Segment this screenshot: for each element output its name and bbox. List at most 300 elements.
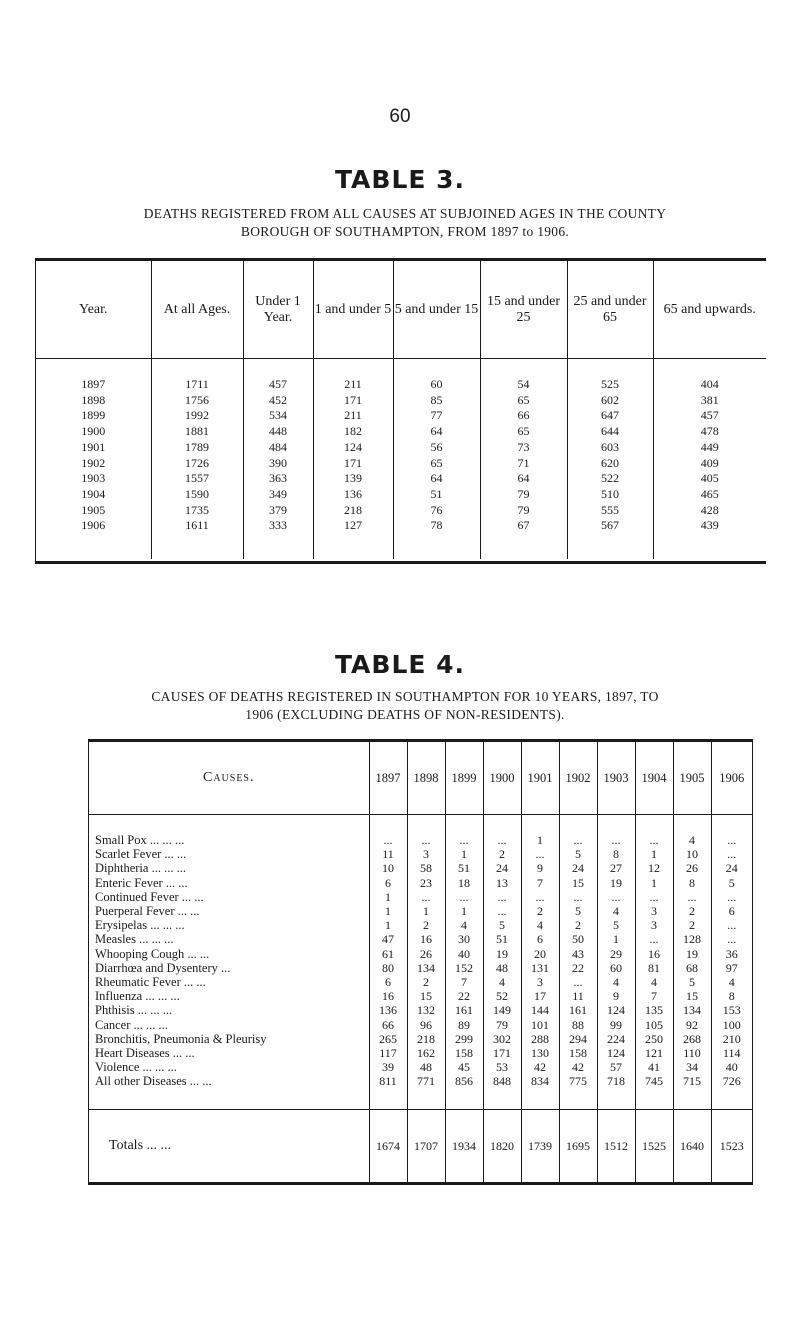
table4-value-cell: 80 [369, 961, 407, 975]
table4-total-cell: 1739 [521, 1109, 559, 1182]
table4-value-cell: 718 [597, 1074, 635, 1088]
table3-row [36, 471, 766, 487]
table4-cause-cell: Scarlet Fever ... ... [89, 847, 369, 861]
table3-row [36, 393, 766, 409]
table3-value-cell: 124 [313, 440, 393, 456]
table4-value-cell: 88 [559, 1018, 597, 1032]
table4-value-cell: 1 [597, 932, 635, 946]
table4-value-cell: 8 [673, 876, 711, 890]
table4-totals-row [89, 1109, 752, 1182]
table4-header-year: 1905 [673, 742, 711, 815]
table4-value-cell: 2 [521, 904, 559, 918]
table4-value-cell: 775 [559, 1074, 597, 1088]
table3-value-cell: 127 [313, 518, 393, 534]
table3-value-cell: 647 [567, 408, 653, 424]
table3-value-cell: 452 [243, 393, 313, 409]
table4-value-cell: 1 [369, 890, 407, 904]
table4-value-cell: 51 [445, 861, 483, 875]
table4-cause-cell: Small Pox ... ... ... [89, 833, 369, 847]
table3-value-cell: 404 [700, 377, 719, 391]
table4-value-cell: 124 [597, 1046, 635, 1060]
table3-value-cell: 136 [313, 487, 393, 503]
table4-value-cell: 302 [483, 1032, 521, 1046]
table4-row [89, 1018, 752, 1032]
table3-header-all-ages: At all Ages. [151, 261, 243, 359]
table4-cause-cell: Influenza ... ... ... [89, 989, 369, 1003]
table3-value-cell: 1557 [151, 471, 243, 487]
table4-caption-line2: 1906 (EXCLUDING DEATHS OF NON-RESIDENTS). [245, 707, 565, 722]
table4-value-cell: ... [407, 890, 445, 904]
table4-value-cell: 124 [597, 1003, 635, 1017]
table3-row [36, 518, 766, 534]
table4-value-cell: 1 [635, 876, 673, 890]
table4-value-cell: 11 [369, 847, 407, 861]
table4-value-cell: 6 [521, 932, 559, 946]
table4-row [89, 1003, 752, 1017]
table4-value-cell: 101 [521, 1018, 559, 1032]
table3-value-cell: 379 [243, 503, 313, 519]
table4-value-cell: 20 [521, 947, 559, 961]
table4-value-cell: ... [483, 904, 521, 918]
table4-value-cell: 1 [635, 847, 673, 861]
table4-value-cell: 2 [407, 918, 445, 932]
table4-value-cell: 4 [521, 918, 559, 932]
table3-row [36, 408, 766, 424]
table4-row [89, 961, 752, 975]
table3-year-cell: 1901 [36, 440, 151, 456]
table4-value-cell: 81 [635, 961, 673, 975]
table4-value-cell: 131 [521, 961, 559, 975]
table3-value-cell: 54 [480, 377, 567, 393]
table4-value-cell: 6 [369, 876, 407, 890]
table3-value-cell: 457 [243, 377, 313, 393]
table3-year-cell: 1897 [36, 377, 151, 393]
table4-value-cell: 250 [635, 1032, 673, 1046]
table3 [35, 258, 766, 564]
table3-value-cell: 555 [567, 503, 653, 519]
table3-header-65-up: 65 and upwards. [653, 261, 766, 359]
table4-value-cell: 19 [673, 947, 711, 961]
table3-row [36, 440, 766, 456]
table4-value-cell: ... [559, 890, 597, 904]
table3-value-cell: 79 [480, 503, 567, 519]
table4-total-cell: 1523 [711, 1109, 752, 1182]
table3-value-cell: 409 [700, 455, 719, 470]
table4-value-cell: ... [635, 932, 673, 946]
table3-value-cell: 390 [243, 456, 313, 472]
table4-value-cell: 1 [521, 833, 559, 847]
table4-value-cell: 24 [483, 861, 521, 875]
table4-value-cell: 811 [369, 1074, 407, 1088]
table4-value-cell: 136 [369, 1003, 407, 1017]
table4-value-cell: 4 [597, 904, 635, 918]
table3-year-cell: 1899 [36, 408, 151, 424]
table4-value-cell: 2 [673, 918, 711, 932]
table4-value-cell: 57 [597, 1060, 635, 1074]
table3-value-cell: 182 [313, 424, 393, 440]
table4-value-cell: 15 [673, 989, 711, 1003]
table3-header-15-25: 15 and under 25 [480, 261, 567, 359]
table3-value-cell: 76 [393, 503, 480, 519]
table3-value-cell: 77 [393, 408, 480, 424]
table4-cause-cell: Violence ... ... ... [89, 1060, 369, 1074]
table4-value-cell: 158 [445, 1046, 483, 1060]
table4-value-cell: 161 [559, 1003, 597, 1017]
table3-row [36, 487, 766, 503]
table3-value-cell: 522 [567, 471, 653, 487]
table3-value-cell: 525 [567, 377, 653, 393]
table4-value-cell: 105 [635, 1018, 673, 1032]
table4-row [89, 1032, 752, 1046]
table4-value-cell: 3 [407, 847, 445, 861]
table3-value-cell: 439 [700, 518, 719, 533]
table4-cause-cell: Erysipelas ... ... ... [89, 918, 369, 932]
table3-header-1-5: 1 and under 5 [313, 261, 393, 359]
table4-value-cell: 96 [407, 1018, 445, 1032]
table4-value-cell: 29 [597, 947, 635, 961]
table4-row [89, 975, 752, 989]
table4-value-cell: ... [559, 833, 597, 847]
table4-value-cell: 171 [483, 1046, 521, 1060]
table4-value-cell: ... [407, 833, 445, 847]
table3-value-cell: 64 [393, 424, 480, 440]
table4-value-cell: 6 [728, 904, 735, 919]
table4-value-cell: 3 [635, 918, 673, 932]
table4-header-year: 1901 [521, 742, 559, 815]
table4-value-cell: ... [597, 890, 635, 904]
table4-total-cell: 1640 [673, 1109, 711, 1182]
table4-value-cell: 61 [369, 947, 407, 961]
table4-row [89, 1074, 752, 1088]
table3-year-cell: 1906 [36, 518, 151, 534]
table4-value-cell: 26 [673, 861, 711, 875]
table4-value-cell: 99 [597, 1018, 635, 1032]
table3-caption-line1: DEATHS REGISTERED FROM ALL CAUSES AT SUBJOINED AGES IN THE COUNTY [143, 206, 667, 221]
table3-value-cell: 349 [243, 487, 313, 503]
table4-value-cell: 89 [445, 1018, 483, 1032]
table4-value-cell: 5 [559, 904, 597, 918]
table4-cause-cell: Enteric Fever ... ... [89, 876, 369, 890]
table4-value-cell: 224 [597, 1032, 635, 1046]
table4-value-cell: 8 [597, 847, 635, 861]
table4-value-cell: ... [483, 890, 521, 904]
table4-row [89, 989, 752, 1003]
table4-value-cell: 92 [673, 1018, 711, 1032]
table4-value-cell: 2 [483, 847, 521, 861]
table4-value-cell: 48 [483, 961, 521, 975]
table4-cause-cell: Measles ... ... ... [89, 932, 369, 946]
table3-value-cell: 405 [700, 471, 719, 486]
table4-value-cell: 848 [483, 1074, 521, 1088]
table4-value-cell: 117 [369, 1046, 407, 1060]
table4-value-cell: 4 [483, 975, 521, 989]
table4-header-year: 1898 [407, 742, 445, 815]
table4-caption-line1: CAUSES OF DEATHS REGISTERED IN SOUTHAMPTON FOR 10 YEARS, 1897, TO [151, 689, 659, 704]
table4-value-cell: 5 [728, 875, 735, 890]
table3-year-cell: 1898 [36, 393, 151, 409]
table3-value-cell: 85 [393, 393, 480, 409]
table4-value-cell: ... [727, 847, 737, 862]
table4-value-cell: 48 [407, 1060, 445, 1074]
table4-value-cell: 39 [369, 1060, 407, 1074]
table4-value-cell: 130 [521, 1046, 559, 1060]
table4-cause-cell: Puerperal Fever ... ... [89, 904, 369, 918]
table4-value-cell: 4 [635, 975, 673, 989]
table4-cause-cell: Diarrhœa and Dysentery ... [89, 961, 369, 975]
table4-value-cell: 53 [483, 1060, 521, 1074]
table4-total-cell: 1525 [635, 1109, 673, 1182]
table3-value-cell: 567 [567, 518, 653, 534]
table3-value-cell: 66 [480, 408, 567, 424]
table3-year-cell: 1902 [36, 456, 151, 472]
table3-value-cell: 65 [480, 393, 567, 409]
table3-value-cell: 448 [243, 424, 313, 440]
table3-value-cell: 534 [243, 408, 313, 424]
table4-value-cell: 110 [673, 1046, 711, 1060]
page-number: 60 [389, 106, 411, 127]
table3-value-cell: 65 [393, 456, 480, 472]
table3-value-cell: 1992 [151, 408, 243, 424]
table4-total-cell: 1707 [407, 1109, 445, 1182]
table4-value-cell: 2 [559, 918, 597, 932]
table4-value-cell: 7 [445, 975, 483, 989]
table4-value-cell: 158 [559, 1046, 597, 1060]
table4-value-cell: 13 [483, 876, 521, 890]
table4-value-cell: 4 [445, 918, 483, 932]
table4-value-cell: 47 [369, 932, 407, 946]
table4-value-cell: 9 [521, 861, 559, 875]
table4-value-cell: 294 [559, 1032, 597, 1046]
table4-value-cell: 79 [483, 1018, 521, 1032]
table4-value-cell: ... [597, 833, 635, 847]
table3-row [36, 377, 766, 393]
table4-value-cell: 726 [722, 1074, 741, 1089]
table4-value-cell: 97 [725, 960, 738, 975]
table3-value-cell: 64 [480, 471, 567, 487]
table3-value-cell: 428 [700, 502, 719, 517]
table3-header-year: Year. [36, 261, 151, 359]
table3-caption-line2: BOROUGH OF SOUTHAMPTON, FROM 1897 to 1906. [240, 224, 570, 239]
table4-total-cell: 1512 [597, 1109, 635, 1182]
table3-year-cell: 1905 [36, 503, 151, 519]
table4-value-cell: 12 [635, 861, 673, 875]
table4-value-cell: 50 [559, 932, 597, 946]
table3-row [36, 503, 766, 519]
table3-value-cell: 171 [313, 393, 393, 409]
table4-row [89, 918, 752, 932]
table3-value-cell: 1756 [151, 393, 243, 409]
table4-value-cell: 153 [722, 1003, 741, 1018]
table3-value-cell: 1611 [151, 518, 243, 534]
table4-header-year: 1904 [635, 742, 673, 815]
table4-header-year: 1906 [711, 742, 752, 815]
table3-value-cell: 381 [700, 392, 719, 407]
table4-value-cell: ... [369, 833, 407, 847]
table4-row [89, 876, 752, 890]
table4-value-cell: 268 [673, 1032, 711, 1046]
table3-value-cell: 1726 [151, 456, 243, 472]
table3-value-cell: 363 [243, 471, 313, 487]
table4-total-cell: 1674 [369, 1109, 407, 1182]
table4-value-cell: ... [445, 890, 483, 904]
table4-value-cell: 19 [597, 876, 635, 890]
table4-value-cell: ... [635, 833, 673, 847]
table4-value-cell: 3 [635, 904, 673, 918]
table3-header-5-15: 5 and under 15 [393, 261, 480, 359]
table3-value-cell: 79 [480, 487, 567, 503]
table4-value-cell: 161 [445, 1003, 483, 1017]
table4-value-cell: 132 [407, 1003, 445, 1017]
table4-value-cell: 210 [722, 1031, 741, 1046]
table3-value-cell: 1735 [151, 503, 243, 519]
table4-value-cell: 51 [483, 932, 521, 946]
table4-cause-cell: Bronchitis, Pneumonia & Pleurisy [89, 1032, 369, 1046]
table4-cause-cell: Phthisis ... ... ... [89, 1003, 369, 1017]
table4-row [89, 904, 752, 918]
table4-value-cell: 121 [635, 1046, 673, 1060]
table4-value-cell: 9 [597, 989, 635, 1003]
table4-value-cell: 42 [559, 1060, 597, 1074]
table4-value-cell: 3 [521, 975, 559, 989]
table4-value-cell: 4 [673, 833, 711, 847]
table4-value-cell: ... [673, 890, 711, 904]
table3-value-cell: 484 [243, 440, 313, 456]
table3-year-cell: 1904 [36, 487, 151, 503]
table4-total-cell: 1695 [559, 1109, 597, 1182]
table4-value-cell: 11 [559, 989, 597, 1003]
table3-value-cell: 478 [700, 424, 719, 439]
table4-value-cell: 60 [597, 961, 635, 975]
table4-total-cell: 1934 [445, 1109, 483, 1182]
table3-value-cell: 333 [243, 518, 313, 534]
table4-value-cell: 5 [559, 847, 597, 861]
table4 [88, 739, 753, 1185]
table3-value-cell: 457 [700, 408, 719, 423]
table4-value-cell: ... [727, 932, 737, 947]
table4-totals-label: Totals ... ... [89, 1109, 369, 1182]
table4-cause-cell: Whooping Cough ... ... [89, 947, 369, 961]
table3-value-cell: 139 [313, 471, 393, 487]
table4-value-cell: 17 [521, 989, 559, 1003]
table4-value-cell: 134 [407, 961, 445, 975]
table4-value-cell: 5 [597, 918, 635, 932]
table4-value-cell: 2 [673, 904, 711, 918]
table4-header-year: 1899 [445, 742, 483, 815]
table4-value-cell: 41 [635, 1060, 673, 1074]
table4-row [89, 833, 752, 847]
table4-cause-cell: All other Diseases ... ... [89, 1074, 369, 1088]
table3-value-cell: 1881 [151, 424, 243, 440]
table4-value-cell: 1 [369, 904, 407, 918]
table4-cause-cell: Rheumatic Fever ... ... [89, 975, 369, 989]
table3-value-cell: 620 [567, 456, 653, 472]
table4-value-cell: 144 [521, 1003, 559, 1017]
table4-value-cell: 23 [407, 876, 445, 890]
table4-value-cell: 45 [445, 1060, 483, 1074]
table4-value-cell: ... [727, 889, 737, 904]
table4-value-cell: 16 [635, 947, 673, 961]
table4-value-cell: 149 [483, 1003, 521, 1017]
table4-cause-cell: Continued Fever ... ... [89, 890, 369, 904]
table4-value-cell: 288 [521, 1032, 559, 1046]
table4-value-cell: 30 [445, 932, 483, 946]
table4-value-cell: ... [727, 833, 737, 847]
table4-cause-cell: Cancer ... ... ... [89, 1018, 369, 1032]
table4-value-cell: 8 [728, 989, 735, 1004]
table3-value-cell: 78 [393, 518, 480, 534]
table4-value-cell: 128 [673, 932, 711, 946]
table4-value-cell: ... [559, 975, 597, 989]
table3-header-row [36, 261, 766, 359]
table4-value-cell: 66 [369, 1018, 407, 1032]
table4-value-cell: 6 [369, 975, 407, 989]
table4-header-year: 1902 [559, 742, 597, 815]
table4-value-cell: ... [483, 833, 521, 847]
table4-value-cell: 24 [725, 861, 738, 876]
table4-value-cell: 36 [725, 946, 738, 961]
table4-value-cell: 10 [369, 861, 407, 875]
table3-row [36, 456, 766, 472]
table3-row [36, 424, 766, 440]
table4-value-cell: 856 [445, 1074, 483, 1088]
table3-value-cell: 171 [313, 456, 393, 472]
table3-value-cell: 51 [393, 487, 480, 503]
table4-value-cell: 27 [597, 861, 635, 875]
table4-value-cell: 40 [725, 1060, 738, 1075]
table4-value-cell: 1 [369, 918, 407, 932]
table4-value-cell: 5 [673, 975, 711, 989]
table4-header-causes: Causes. [89, 742, 369, 815]
table4-value-cell: 26 [407, 947, 445, 961]
table3-value-cell: 510 [567, 487, 653, 503]
table3-value-cell: 64 [393, 471, 480, 487]
table4-value-cell: 10 [673, 847, 711, 861]
table4-value-cell: 834 [521, 1074, 559, 1088]
table4-caption [60, 688, 750, 724]
table3-value-cell: 465 [700, 486, 719, 501]
table3-value-cell: 218 [313, 503, 393, 519]
table4-header-year: 1900 [483, 742, 521, 815]
table3-value-cell: 71 [480, 456, 567, 472]
table4-value-cell: 52 [483, 989, 521, 1003]
table3-header-25-65: 25 and under 65 [567, 261, 653, 359]
table3-value-cell: 65 [480, 424, 567, 440]
table4-value-cell: 1 [445, 904, 483, 918]
table4-value-cell: 68 [673, 961, 711, 975]
table4-row [89, 947, 752, 961]
table4-value-cell: 24 [559, 861, 597, 875]
table4-row [89, 932, 752, 946]
table3-value-cell: 73 [480, 440, 567, 456]
table4-row [89, 847, 752, 861]
table3-value-cell: 60 [393, 377, 480, 393]
table4-value-cell: 22 [559, 961, 597, 975]
table4-value-cell: 18 [445, 876, 483, 890]
table3-caption [60, 205, 750, 241]
table4-value-cell: 34 [673, 1060, 711, 1074]
table4-value-cell: ... [445, 833, 483, 847]
table4-value-cell: 100 [722, 1017, 741, 1032]
table3-value-cell: 1590 [151, 487, 243, 503]
table4-value-cell: ... [521, 847, 559, 861]
table4-value-cell: 16 [369, 989, 407, 1003]
table4-total-cell: 1820 [483, 1109, 521, 1182]
table4-value-cell: 22 [445, 989, 483, 1003]
table4-value-cell: 152 [445, 961, 483, 975]
table4-value-cell: 19 [483, 947, 521, 961]
table4-header-year: 1897 [369, 742, 407, 815]
table4-value-cell: 1 [445, 847, 483, 861]
